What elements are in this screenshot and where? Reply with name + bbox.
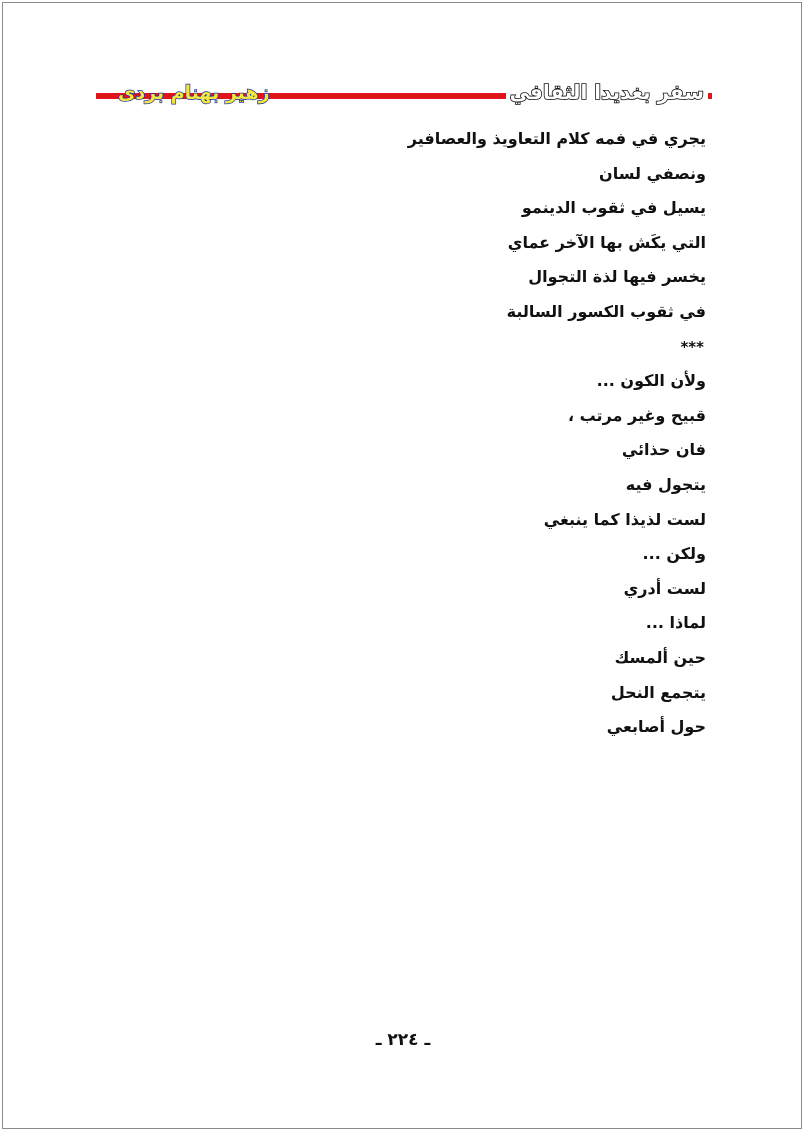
page-number: ـ ٢٢٤ ـ: [375, 1030, 431, 1050]
header-author: زهير بهنام بردى: [118, 82, 270, 104]
poem-line: يسيل في ثقوب الدينمو: [521, 198, 706, 218]
poem-line: لست لذيذا كما ينبغي: [543, 509, 706, 529]
poem-line: ولأن الكون ...: [596, 371, 706, 391]
poem-body: [146, 122, 706, 745]
poem-line: فان حذائي: [621, 440, 706, 460]
header-book-title: سفر بغديدا الثقافي: [506, 78, 708, 106]
poem-line: حين ألمسك: [614, 647, 706, 667]
poem-line: يخسر فيها لذة التجوال: [528, 267, 706, 287]
poem-line: يتجمع النحل: [610, 682, 706, 702]
stanza-separator: ***: [680, 337, 704, 356]
poem-line: يجري في فمه كلام التعاويذ والعصافير: [407, 129, 706, 148]
poem-line: قبيح وغير مرتب ،: [567, 405, 706, 425]
running-header: [96, 76, 712, 110]
poem-line: لست أدري: [623, 578, 706, 598]
poem-line: يتجول فيه: [625, 474, 706, 494]
poem-line: في ثقوب الكسور السالبة: [506, 301, 706, 321]
poem-line: التي يكَش بها الآخر عماي: [507, 232, 706, 252]
poem-line: لماذا ...: [645, 613, 706, 633]
poem-line: حول أصابعي: [606, 717, 706, 737]
poem-line: ونصفي لسان: [599, 163, 706, 183]
poem-line: ولكن ...: [642, 544, 706, 564]
